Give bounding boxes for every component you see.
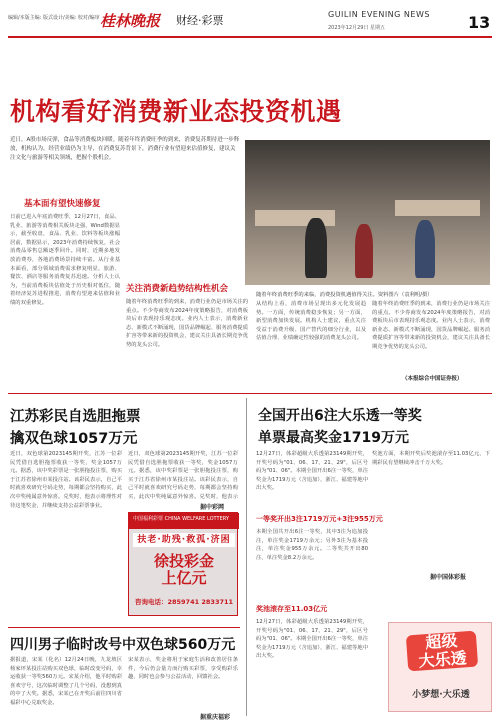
issue-date: 2023年12月29日 星期五: [328, 25, 386, 31]
jiangsu-headline-2: 擒双色球1057万元: [10, 431, 138, 447]
national-byline: 据中国体彩报: [430, 574, 467, 581]
sichuan-body-right: 宋某表示，奖金将用于家庭生活和改善居住条件，今后仍会量力而行购买彩票，享受购彩乐趣，同时也会参与公益活动，回馈社会。: [128, 657, 238, 681]
photo-person: [355, 224, 373, 278]
sichuan-headline: 四川男子临时改号中双色球560万元: [10, 637, 236, 653]
english-masthead: GUILIN EVENING NEWS: [328, 10, 430, 19]
lead-body-4: 随着年终消费旺季的到来，消费行业仍是市场关注的重点。不少券商发布2024年度策略报告，对消费板块后市表现持乐观态度。业内人士表示，消费新业态、新模式不断涌现，国货品牌崛起、服务消费提质扩容等带来新的投资机会，建议关注具备长期竞争优势的龙头公司。: [372, 301, 490, 350]
welfare-lottery-ad: [128, 512, 238, 616]
lotto-promo-panel: [388, 622, 492, 712]
ad-phone: 咨询电话：2859741 2833711: [134, 598, 234, 606]
jiangsu-headline-1: 江苏彩民自选胆拖票: [10, 409, 141, 425]
national-body-right: 奖池方面，本期开奖后奖池滚存至11.03亿元，下期彩民有望继续冲击千万大奖。: [372, 451, 490, 466]
photo-person: [415, 220, 435, 278]
column-divider: [246, 398, 247, 716]
national-headline-1: 全国开出6注大乐透一等奖: [258, 408, 422, 424]
header-divider: [8, 36, 492, 38]
national-body-2: 本期全国共开出6注一等奖，其中3注为追加投注，单注奖金1719万余元；另外3注为基本投注，单注奖金955万余元。二等奖共开出80注，单注奖金8.2万余元。: [256, 529, 368, 561]
page-number: 13: [468, 13, 491, 32]
national-prize-subhead: 奖池滚存至11.03亿元: [256, 605, 328, 613]
lead-body-1: 日前已进入年底消费旺季，12月27日，食品、乳业、旅游等消费相关板块走强，Wind数据显示，截至收盘，食品、乳业、饮料等板块涨幅居前，数据显示，2023年消费持续恢复，社会消费品零售总额逐季回升。同时，近期多地发放消费券，各地消费场景持续丰富。从行业基本面看，部分领域消费需求修复明显，旅游、餐饮、酒店等服务消费复苏迅速。分析人士认为，当前消费板块估值处于历史相对低位，随着经济复苏进程推进，消费有望迎来估值和业绩的双重修复。: [10, 214, 120, 306]
lead-subhead-1: 基本面有望快速修复: [24, 199, 101, 209]
lead-byline: （本报综合中国证券报）: [402, 376, 463, 382]
national-body-3: 12月27日，体彩超级大乐透第23149期开奖，开奖号码为"01、06、17、21、29"，后区号码为"01、06"。本期全国开出6注一等奖，单注奖金为1719万元（含追加），浙江、福建等地中出大奖。: [256, 619, 368, 660]
photo-caption: 随着年终消费旺季的来临，消费投资机遇值得关注。资料图片（袁利明/摄）: [256, 292, 433, 298]
promo-line1: 超级: [424, 630, 458, 653]
promo-logo: [406, 631, 478, 672]
lead-headline: 机构看好消费新业态投资机遇: [10, 97, 342, 126]
section-divider: [8, 393, 492, 394]
photo-shelf: [395, 200, 480, 216]
ad-slogan: [133, 553, 235, 587]
lead-body-3: 从结构上看，消费市场呈现出多元化发展趋势。一方面，传统消费稳步恢复；另一方面，新型消费加快发展。机构人士建议，重点关注受益于消费升级、国产替代的细分行业，以及估值合理、业绩确定性较强的消费龙头公司。: [256, 301, 366, 342]
ad-strip: 扶老·助残·救孤·济困: [133, 533, 235, 547]
sichuan-byline: 据重庆福彩: [200, 714, 231, 721]
lead-subhead-2: 关注消费新趋势结构性机会: [126, 284, 229, 294]
page-header: [0, 0, 500, 38]
lead-photo: [245, 140, 490, 285]
promo-line2: 大乐透: [417, 648, 468, 671]
editor-credits: 编辑/本版主编: 版式设计/美编: 校对/编审: [8, 15, 100, 21]
jiangsu-body-right: 近日，双色球第2023145期开奖，江苏一位彩民凭借自选胆拖票收获一等奖，奖金1057万元。据悉，该中奖彩票是一张胆拖投注票，购买于江苏省徐州市某投注站。该彩民表示，自己平时就喜欢研究号码走势，每期都会坚持购买，此次中奖纯属意外惊喜。兑奖时，他表示: [128, 451, 238, 500]
lead-body-2: 随着年终消费旺季的到来，消费行业仍是市场关注的重点。不少券商发布2024年度策略报告，对消费板块后市表现持乐观态度。业内人士表示，消费新业态、新模式不断涌现，国货品牌崛起、服务消费提质扩容等带来新的投资机会，建议关注具备长期竞争优势的龙头公司。: [126, 299, 248, 348]
jiangsu-body: 近日，双色球第2023145期开奖，江苏一位彩民凭借自选胆拖票收获一等奖，奖金1057万元。据悉，该中奖彩票是一张胆拖投注票，购买于江苏省徐州市某投注站。该彩民表示，自己平时就喜欢研究号码走势，每期都会坚持购买，此次中奖纯属意外惊喜。兑奖时，他表示将理性对待这笔奖金，并继续支持公益彩票事业。: [10, 451, 122, 509]
national-subhead: 一等奖开出3注1719万元+3注955万元: [256, 515, 383, 523]
photo-person: [305, 218, 327, 278]
ad-slogan-line2: 上亿元: [161, 569, 207, 587]
jiangsu-byline: 据中彩网: [200, 504, 225, 511]
promo-slogan: 小梦想·大乐透: [412, 690, 470, 700]
section-channel: 财经·彩票: [176, 14, 224, 27]
national-headline-2: 单票最高奖金1719万元: [258, 430, 409, 446]
ad-banner: 中国福利彩票 CHINA WELFARE LOTTERY: [129, 513, 239, 529]
section-divider: [8, 627, 240, 628]
national-body: 12月27日，体彩超级大乐透第23149期开奖，开奖号码为"01、06、17、21、29"，后区号码为"01、06"。本期全国开出6注一等奖，单注奖金为1719万元（含追加），浙江、福建等地中出大奖。: [256, 451, 368, 492]
sichuan-body: 据报道，宋某（化名）12月24日晚，九龙坡区杨家坪某投注站购买双色球，临时改变号码，幸运收获一等奖560万元。宋某介绍，他平时购彩喜欢守号，这次临时调整了几个号码，没想到真的中了大奖。据悉，宋某已在开奖后前往四川省福彩中心兑取奖金。: [10, 657, 122, 706]
lead-lede: 近日，A股市场反弹，食品等消费板块回暖。随着年终消费旺季的到来，消费复苏期待进一步释放，机构认为，经营业绩仍为主导，在消费复苏背景下，消费行业有望迎来估值修复，建议关注文化与旅游等相关领域，把握个股机会。: [10, 137, 240, 161]
ad-slogan-line1: 徐投彩金: [153, 552, 214, 570]
newspaper-brand: 桂林晚报: [100, 12, 161, 30]
